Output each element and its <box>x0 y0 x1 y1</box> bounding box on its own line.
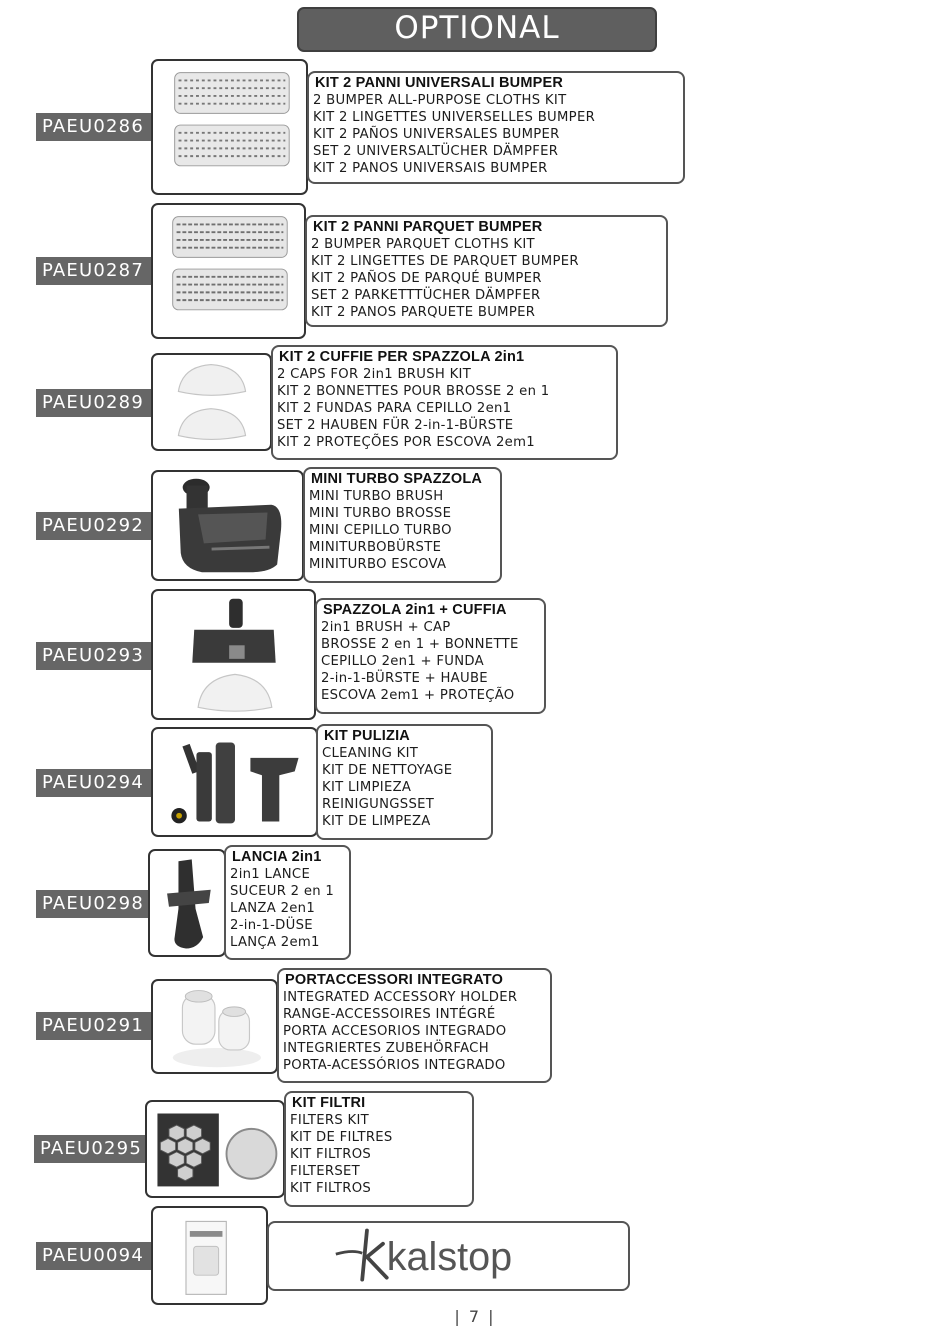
product-code: PAEU0287 <box>36 257 152 285</box>
translation-line: CLEANING KIT <box>322 745 419 761</box>
universal-cloths-icon <box>153 61 306 193</box>
translation-line: KIT 2 PANOS PARQUETE BUMPER <box>311 304 536 320</box>
translation-line: SUCEUR 2 en 1 <box>230 883 335 899</box>
translation-line: 2 BUMPER ALL-PURPOSE CLOTHS KIT <box>313 92 567 108</box>
translation-line: KIT 2 LINGETTES DE PARQUET BUMPER <box>311 253 579 269</box>
product-code: PAEU0295 <box>34 1135 146 1163</box>
translation-line: KIT DE FILTRES <box>290 1129 393 1145</box>
product-code: PAEU0294 <box>36 769 152 797</box>
translation-line: FILTERS KIT <box>290 1112 370 1128</box>
product-description <box>277 968 552 1083</box>
translation-line: KIT 2 FUNDAS PARA CEPILLO 2en1 <box>277 400 512 416</box>
translation-line: 2-in-1-DÜSE <box>230 917 313 933</box>
product-description <box>303 467 502 583</box>
product-description <box>305 215 668 327</box>
product-title: KIT 2 CUFFIE PER SPAZZOLA 2in1 <box>279 349 525 365</box>
translation-line: REINIGUNGSSET <box>322 796 435 812</box>
accessory-holder-image <box>151 979 278 1074</box>
translation-line: KIT DE LIMPEZA <box>322 813 431 829</box>
translation-line: SET 2 HAUBEN FÜR 2-in-1-BÜRSTE <box>277 417 514 433</box>
translation-line: 2in1 BRUSH + CAP <box>321 619 451 635</box>
translation-line: KIT 2 LINGETTES UNIVERSELLES BUMPER <box>313 109 596 125</box>
translation-line: MINI TURBO BROSSE <box>309 505 452 521</box>
parquet-cloths-image <box>151 203 306 339</box>
translation-line: 2in1 LANCE <box>230 866 311 882</box>
translation-line: SET 2 UNIVERSALTÜCHER DÄMPFER <box>313 143 559 159</box>
translation-line: 2-in-1-BÜRSTE + HAUBE <box>321 670 488 686</box>
translation-line: 2 BUMPER PARQUET CLOTHS KIT <box>311 236 535 252</box>
translation-line: 2 CAPS FOR 2in1 BRUSH KIT <box>277 366 472 382</box>
translation-line: MINITURBOBÜRSTE <box>309 539 442 555</box>
lance-image <box>148 849 226 957</box>
translation-line: KIT LIMPIEZA <box>322 779 412 795</box>
translation-line: INTEGRIERTES ZUBEHÖRFACH <box>283 1040 489 1056</box>
mini-turbo-brush-icon <box>153 472 302 579</box>
brush-cap-icon <box>153 591 314 718</box>
accessory-holder-icon <box>153 981 276 1072</box>
brush-caps-image <box>151 353 272 451</box>
kalstop-box-icon <box>153 1208 266 1303</box>
translation-line: INTEGRATED ACCESSORY HOLDER <box>283 989 518 1005</box>
filters-image <box>145 1100 285 1198</box>
translation-line: LANZA 2en1 <box>230 900 316 916</box>
product-code: PAEU0094 <box>36 1242 152 1270</box>
cleaning-kit-icon <box>153 729 316 835</box>
product-description <box>315 598 546 714</box>
translation-line: KIT FILTROS <box>290 1180 372 1196</box>
product-description <box>224 845 351 960</box>
product-title: KIT 2 PANNI UNIVERSALI BUMPER <box>315 75 564 91</box>
translation-line: LANÇA 2em1 <box>230 934 320 950</box>
product-description <box>271 345 618 460</box>
kalstop-logo-icon <box>269 1223 628 1289</box>
product-title: LANCIA 2in1 <box>232 849 322 865</box>
product-code: PAEU0289 <box>36 389 152 417</box>
translation-line: PORTA ACCESORIOS INTEGRADO <box>283 1023 507 1039</box>
translation-line: FILTERSET <box>290 1163 361 1179</box>
translation-line: KIT 2 PAÑOS DE PARQUÉ BUMPER <box>311 270 542 286</box>
product-code: PAEU0298 <box>36 890 152 918</box>
product-description <box>316 724 493 840</box>
brush-cap-image <box>151 589 316 720</box>
mini-turbo-brush-image <box>151 470 304 581</box>
product-title: KIT PULIZIA <box>324 728 410 744</box>
filters-icon <box>147 1102 283 1196</box>
product-title: KIT FILTRI <box>292 1095 366 1111</box>
translation-line: KIT 2 BONNETTES POUR BROSSE 2 en 1 <box>277 383 550 399</box>
translation-line: KIT 2 PAÑOS UNIVERSALES BUMPER <box>313 126 560 142</box>
lance-icon <box>150 851 224 955</box>
product-title: PORTACCESSORI INTEGRATO <box>285 972 504 988</box>
kalstop-logo-box <box>267 1221 630 1291</box>
translation-line: MINITURBO ESCOVA <box>309 556 447 572</box>
translation-line: BROSSE 2 en 1 + BONNETTE <box>321 636 519 652</box>
translation-line: KIT DE NETTOYAGE <box>322 762 453 778</box>
translation-line: KIT 2 PANOS UNIVERSAIS BUMPER <box>313 160 548 176</box>
product-code: PAEU0293 <box>36 642 152 670</box>
universal-cloths-image <box>151 59 308 195</box>
product-code: PAEU0292 <box>36 512 152 540</box>
cleaning-kit-image <box>151 727 318 837</box>
product-title: KIT 2 PANNI PARQUET BUMPER <box>313 219 543 235</box>
product-title: SPAZZOLA 2in1 + CUFFIA <box>323 602 507 618</box>
product-title: MINI TURBO SPAZZOLA <box>311 471 483 487</box>
kalstop-logo-text: kalstop <box>386 1235 513 1280</box>
kalstop-box-image <box>151 1206 268 1305</box>
translation-line: ESCOVA 2em1 + PROTEÇÃO <box>321 687 515 703</box>
translation-line: PORTA-ACESSÓRIOS INTEGRADO <box>283 1057 506 1073</box>
brush-caps-icon <box>153 355 270 449</box>
product-code: PAEU0291 <box>36 1012 152 1040</box>
page-number: | 7 | <box>454 1307 496 1326</box>
page-title: OPTIONAL <box>297 7 657 52</box>
product-code: PAEU0286 <box>36 113 152 141</box>
translation-line: KIT 2 PROTEÇÕES POR ESCOVA 2em1 <box>277 434 535 450</box>
translation-line: MINI TURBO BRUSH <box>309 488 444 504</box>
parquet-cloths-icon <box>153 205 304 337</box>
product-description <box>284 1091 474 1207</box>
product-description <box>307 71 685 184</box>
translation-line: SET 2 PARKETTTÜCHER DÄMPFER <box>311 287 541 303</box>
translation-line: RANGE-ACCESSOIRES INTÉGRÉ <box>283 1006 496 1022</box>
translation-line: MINI CEPILLO TURBO <box>309 522 452 538</box>
translation-line: KIT FILTROS <box>290 1146 372 1162</box>
translation-line: CEPILLO 2en1 + FUNDA <box>321 653 484 669</box>
